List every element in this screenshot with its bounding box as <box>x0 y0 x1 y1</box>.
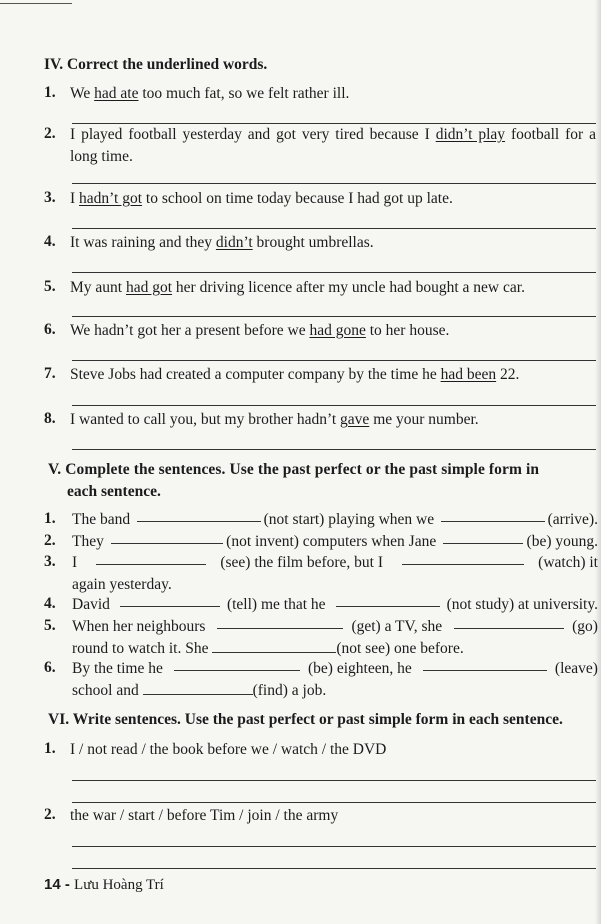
section-6-title: VI. Write sentences. Use the past perfect or past simple form in each sentence. <box>48 711 563 728</box>
sentence-line <box>72 531 598 553</box>
sentence-text: (not invent) computers when Jane <box>226 533 441 550</box>
underlined-words: didn’t <box>215 234 253 251</box>
text-before: We <box>70 85 95 102</box>
text-before: I wanted to call you, but my brother hadn’t <box>70 411 341 428</box>
sentence-line <box>72 680 598 702</box>
sentence-text: school and <box>72 682 143 699</box>
text-after: football for a long time. <box>70 126 596 165</box>
text-before: We hadn’t got her a present before we <box>70 322 310 339</box>
text-before: It was raining and they <box>70 234 216 251</box>
underlined-words: had ate <box>94 85 139 102</box>
item-number: 1. <box>44 84 56 101</box>
question-text <box>70 277 596 299</box>
sentence-text: When her neighbours <box>72 618 210 635</box>
item-number: 3. <box>44 553 56 570</box>
answer-line[interactable] <box>72 802 596 803</box>
sentence-text: By the time he <box>72 660 167 677</box>
answer-blank[interactable] <box>96 552 206 565</box>
item-number: 1. <box>44 510 56 527</box>
sentence-line <box>72 616 598 638</box>
underlined-words: had gone <box>309 322 366 339</box>
answer-line[interactable] <box>72 316 596 317</box>
sentence-text: The band <box>72 511 134 528</box>
answer-blank[interactable] <box>423 658 547 671</box>
answer-blank[interactable] <box>120 594 220 607</box>
item-number: 3. <box>44 189 56 206</box>
answer-blank[interactable] <box>443 531 523 544</box>
question-text <box>70 188 596 210</box>
section-4-title: IV. Correct the underlined words. <box>44 56 268 73</box>
question-text <box>70 83 596 105</box>
sentence-text: (go) <box>572 618 598 635</box>
sentence-line <box>72 594 598 616</box>
answer-blank[interactable] <box>336 594 440 607</box>
section-5-title: V. Complete the sentences. Use the past perfect or the past simple form in <box>48 461 540 478</box>
text-after: too much fat, so we felt rather ill. <box>138 85 350 102</box>
item-number: 8. <box>44 410 56 427</box>
underlined-words: had got <box>125 279 173 296</box>
sentence-text: (get) a TV, she <box>351 618 446 635</box>
answer-line[interactable] <box>72 449 596 450</box>
prompt-text: the war / start / before Tim / join / the army <box>70 807 339 824</box>
answer-blank[interactable] <box>212 640 336 653</box>
item-number: 5. <box>44 617 56 634</box>
item-number: 2. <box>44 806 56 823</box>
answer-blank[interactable] <box>454 616 564 629</box>
sentence-text: (watch) it <box>538 554 598 571</box>
section-5-title-cont: each sentence. <box>67 483 161 500</box>
footer-author: Lưu Hoàng Trí <box>74 877 164 893</box>
text-after: brought umbrellas. <box>252 234 374 251</box>
underlined-words: hadn’t got <box>79 190 143 207</box>
sentence-line <box>72 574 598 596</box>
text-after: to her house. <box>365 322 450 339</box>
sentence-text: They <box>72 533 108 550</box>
item-number: 6. <box>44 321 56 338</box>
answer-blank[interactable] <box>111 531 223 544</box>
sentence-line <box>72 658 598 680</box>
question-text <box>70 232 596 254</box>
sentence-text: again yesterday. <box>72 576 172 593</box>
answer-line[interactable] <box>72 780 596 781</box>
sentence-text: round to watch it. She <box>72 640 213 657</box>
item-number: 1. <box>44 740 56 757</box>
sentence-text: (be) young. <box>526 533 598 550</box>
text-before: Steve Jobs had created a computer company by the time he <box>70 366 441 383</box>
answer-blank[interactable] <box>143 682 253 695</box>
underlined-words: had been <box>440 366 497 383</box>
answer-line[interactable] <box>72 868 596 869</box>
answer-line[interactable] <box>72 183 596 184</box>
sentence-line <box>72 509 598 531</box>
answer-line[interactable] <box>72 360 596 361</box>
text-after: her driving licence after my uncle had bought a new car. <box>172 279 525 296</box>
question-text <box>70 409 596 431</box>
sentence-text: (arrive). <box>547 511 598 528</box>
answer-blank[interactable] <box>217 616 343 629</box>
sentence-line <box>72 638 598 660</box>
sentence-text: David <box>72 596 114 613</box>
sentence-text: I <box>72 554 82 571</box>
page-number: 14 <box>44 876 61 893</box>
answer-blank[interactable] <box>137 509 261 522</box>
text-after: 22. <box>496 366 520 383</box>
text-after: to school on time today because I had got up late. <box>142 190 453 207</box>
answer-line[interactable] <box>72 405 596 406</box>
question-text <box>70 320 596 342</box>
sentence-text: (not start) playing when we <box>263 511 438 528</box>
scan-artifact-line <box>0 3 72 4</box>
item-number: 4. <box>44 595 56 612</box>
sentence-text: (leave) <box>554 660 598 677</box>
question-text <box>70 364 596 386</box>
sentence-text: (find) a job. <box>252 682 327 699</box>
footer-separator: - <box>60 876 75 893</box>
answer-line[interactable] <box>72 272 596 273</box>
sentence-text: (see) the film before, but I <box>220 554 387 571</box>
sentence-text: (tell) me that he <box>226 596 330 613</box>
item-number: 2. <box>44 532 56 549</box>
text-before: I <box>70 190 80 207</box>
text-before: My aunt <box>70 279 126 296</box>
sentence-text: (be) eighteen, he <box>308 660 416 677</box>
answer-blank[interactable] <box>441 509 545 522</box>
sentence-text: (not study) at university. <box>446 596 598 613</box>
sentence-text: (not see) one before. <box>336 640 464 657</box>
item-number: 5. <box>44 278 56 295</box>
sentence-line <box>72 552 598 574</box>
text-before: I played football yesterday and got very tired because I <box>70 126 436 143</box>
answer-line[interactable] <box>72 228 596 229</box>
item-number: 7. <box>44 365 56 382</box>
answer-line[interactable] <box>72 846 596 847</box>
text-after: me your number. <box>369 411 479 428</box>
item-number: 6. <box>44 659 56 676</box>
item-number: 2. <box>44 125 56 142</box>
item-number: 4. <box>44 233 56 250</box>
underlined-words: gave <box>340 411 370 428</box>
page-footer <box>44 876 164 894</box>
question-text <box>70 124 596 168</box>
prompt-text: I / not read / the book before we / watch / the DVD <box>70 741 387 758</box>
underlined-words: didn’t play <box>435 126 506 143</box>
answer-blank[interactable] <box>402 552 524 565</box>
answer-blank[interactable] <box>174 658 300 671</box>
